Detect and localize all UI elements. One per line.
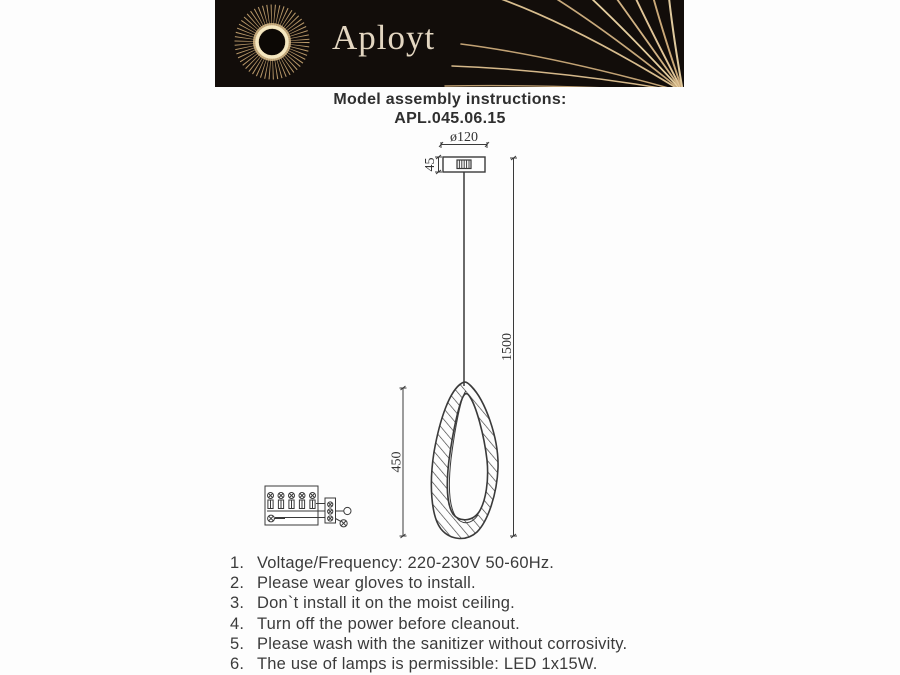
item-number: 1. (230, 554, 245, 572)
title-block (0, 90, 900, 128)
dimension-suspension-length-label: 1500 (500, 333, 515, 361)
ceiling-canopy (443, 157, 485, 172)
instructions-list (230, 553, 627, 674)
list-item (230, 634, 627, 654)
item-text: Voltage/Frequency: 220-230V 50-60Hz. (257, 554, 555, 572)
item-number: 5. (230, 634, 245, 653)
output-terminals (336, 507, 352, 527)
dimension-lamp-height-label: 450 (389, 451, 405, 473)
pendant-lamp-drawing (431, 382, 498, 538)
item-text: Turn off the power before cleanout. (257, 614, 520, 633)
list-item (230, 654, 627, 674)
model-number: APL.045.06.15 (394, 110, 506, 127)
brand-banner (215, 0, 684, 87)
item-number: 2. (230, 574, 245, 593)
list-item (230, 593, 627, 613)
item-number: 3. (230, 594, 245, 613)
page-title: Model assembly instructions: (333, 91, 567, 108)
dimension-lamp-height (390, 386, 407, 538)
dimension-diameter (439, 130, 489, 148)
item-number: 4. (230, 614, 245, 633)
item-text: Don`t install it on the moist ceiling. (257, 594, 515, 613)
dimension-canopy-height (423, 155, 442, 174)
list-item (230, 614, 627, 634)
dimension-canopy-height-label: 45 (423, 157, 438, 172)
list-item (230, 573, 627, 593)
list-item (230, 553, 627, 573)
connector-block (325, 498, 336, 523)
dimension-diameter-label: ø120 (450, 130, 478, 145)
rays-decoration-icon (424, 0, 684, 87)
item-text: The use of lamps is permissible: LED 1x15W. (257, 655, 598, 674)
brand-name: Aployt (332, 18, 436, 57)
item-number: 6. (230, 655, 245, 674)
item-text: Please wash with the sanitizer without corrosivity. (257, 634, 628, 653)
technical-drawing (250, 128, 560, 548)
wiring-diagram (265, 486, 351, 527)
item-text: Please wear gloves to install. (257, 574, 476, 593)
sunburst-logo-icon (215, 0, 330, 87)
dimension-suspension-length (500, 156, 517, 538)
